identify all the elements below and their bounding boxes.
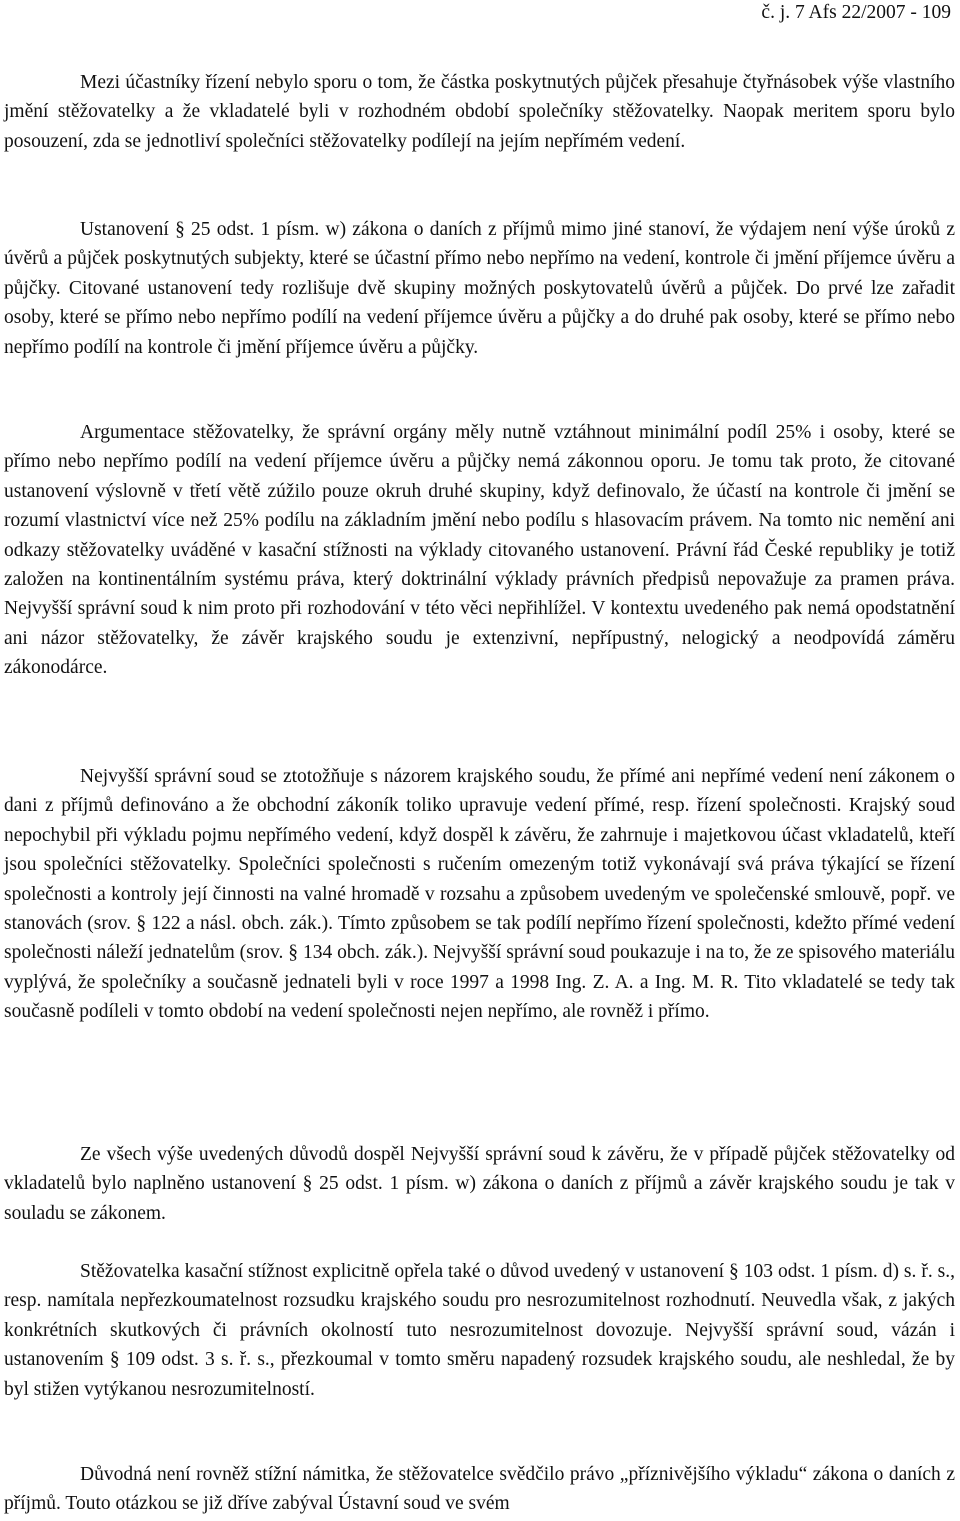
- case-number-header: č. j. 7 Afs 22/2007 - 109: [761, 2, 951, 23]
- paragraph-1: Mezi účastníky řízení nebylo sporu o tom, že částka poskytnutých půjček přesahuje čtyřnásobek výše vlastního jmění stěžovatelky a že vkladatelé byli v rozhodném období společníky stěžovatelky. Naopak meritem sporu bylo posouzení, zda se jednotliví společníci stěžovatelky podílejí na jejím nepřímém vedení.: [4, 72, 955, 152]
- paragraph-5: Ze všech výše uvedených důvodů dospěl Nejvyšší správní soud k závěru, že v případě půjček stěžovatelky od vkladatelů bylo naplněno ustanovení § 25 odst. 1 písm. w) zákona o daních z příjmů a závěr krajského soudu je tak v souladu se zákonem.: [4, 1144, 955, 1224]
- paragraph-7: Důvodná není rovněž stížní námitka, že stěžovatelce svědčilo právo „příznivějšího výkladu“ zákona o daních z příjmů. Touto otázkou se již dříve zabýval Ústavní soud ve svém: [4, 1464, 955, 1515]
- paragraph-6: Stěžovatelka kasační stížnost explicitně opřela také o důvod uvedený v ustanovení § 103 odst. 1 písm. d) s. ř. s., resp. namítala nepřezkoumatelnost rozsudku krajského soudu pro nesrozumitelnost rozhodnutí. Neuvedla však, z jakých konkrétních skutkových či právních okolností tuto nesrozumitelnost dovozuje. Nejvyšší správní soud, vázán i ustanovením § 109 odst. 3 s. ř. s., přezkoumal v tomto směru napadený rozsudek krajského soudu, ale neshledal, že by byl stižen vytýkanou nesrozumitelností.: [4, 1261, 955, 1400]
- paragraph-3: Argumentace stěžovatelky, že správní orgány měly nutně vztáhnout minimální podíl 25% i osoby, které se přímo nebo nepřímo podílí na vedení příjemce úvěru a půjčky nemá zákonnou oporu. Je tomu tak proto, že citované ustanovení výslovně v třetí větě zúžilo pouze okruh druhé skupiny, když definovalo, že účastí na kontrole či jmění se rozumí vlastnictví více než 25% podílu na základním jmění nebo podílu s hlasovacím právem. Na tomto nic nemění ani odkazy stěžovatelky uváděné v kasační stížnosti na výklady citovaného ustanovení. Právní řád České republiky je totiž založen na kontinentálním systému práva, který doktrinální výklady právních předpisů nepovažuje za pramen práva. Nejvyšší správní soud k nim proto při rozhodování v této věci nepřihlížel. V kontextu uvedeného pak nemá opodstatnění ani názor stěžovatelky, že závěr krajského soudu je extenzivní, nepřípustný, nelogický a neodpovídá záměru zákonodárce.: [4, 422, 955, 679]
- paragraph-2: Ustanovení § 25 odst. 1 písm. w) zákona o daních z příjmů mimo jiné stanoví, že výdajem není výše úroků z úvěrů a půjček poskytnutých subjekty, které se účastní přímo nebo nepřímo na vedení, kontrole či jmění příjemce úvěru a půjčky. Citované ustanovení tedy rozlišuje dvě skupiny možných poskytovatelů úvěrů a půjček. Do prvé lze zařadit osoby, které se přímo nebo nepřímo podílí na vedení příjemce úvěru a půjčky a do druhé pak osoby, které se přímo nebo nepřímo podílí na kontrole či jmění příjemce úvěru a půjčky.: [4, 219, 955, 358]
- paragraph-4: Nejvyšší správní soud se ztotožňuje s názorem krajského soudu, že přímé ani nepřímé vedení není zákonem o dani z příjmů definováno a že obchodní zákoník toliko upravuje vedení přímé, resp. řízení společnosti. Krajský soud nepochybil při výkladu pojmu nepřímého vedení, když dospěl k závěru, že zahrnuje i majetkovou účast vkladatelů, kteří jsou společníci stěžovatelky. Společníci společnosti s ručením omezeným totiž vykonávají svá práva týkající se řízení společnosti a kontroly její činnosti na valné hromadě v rozsahu a způsobem uvedeným ve společenské smlouvě, popř. ve stanovách (srov. § 122 a násl. obch. zák.). Tímto způsobem se tak podílí nepřímo řízení společnosti, kdežto přímé vedení společnosti náleží jednatelům (srov. § 134 obch. zák.). Nejvyšší správní soud poukazuje i na to, že ze spisového materiálu vyplývá, že společníky a současně jednateli byli v roce 1997 a 1998 Ing. Z. A. a Ing. M. R. Tito vkladatelé se tedy tak současně podíleli v tomto období na vedení společnosti nejen nepřímo, ale rovněž i přímo.: [4, 766, 955, 1023]
